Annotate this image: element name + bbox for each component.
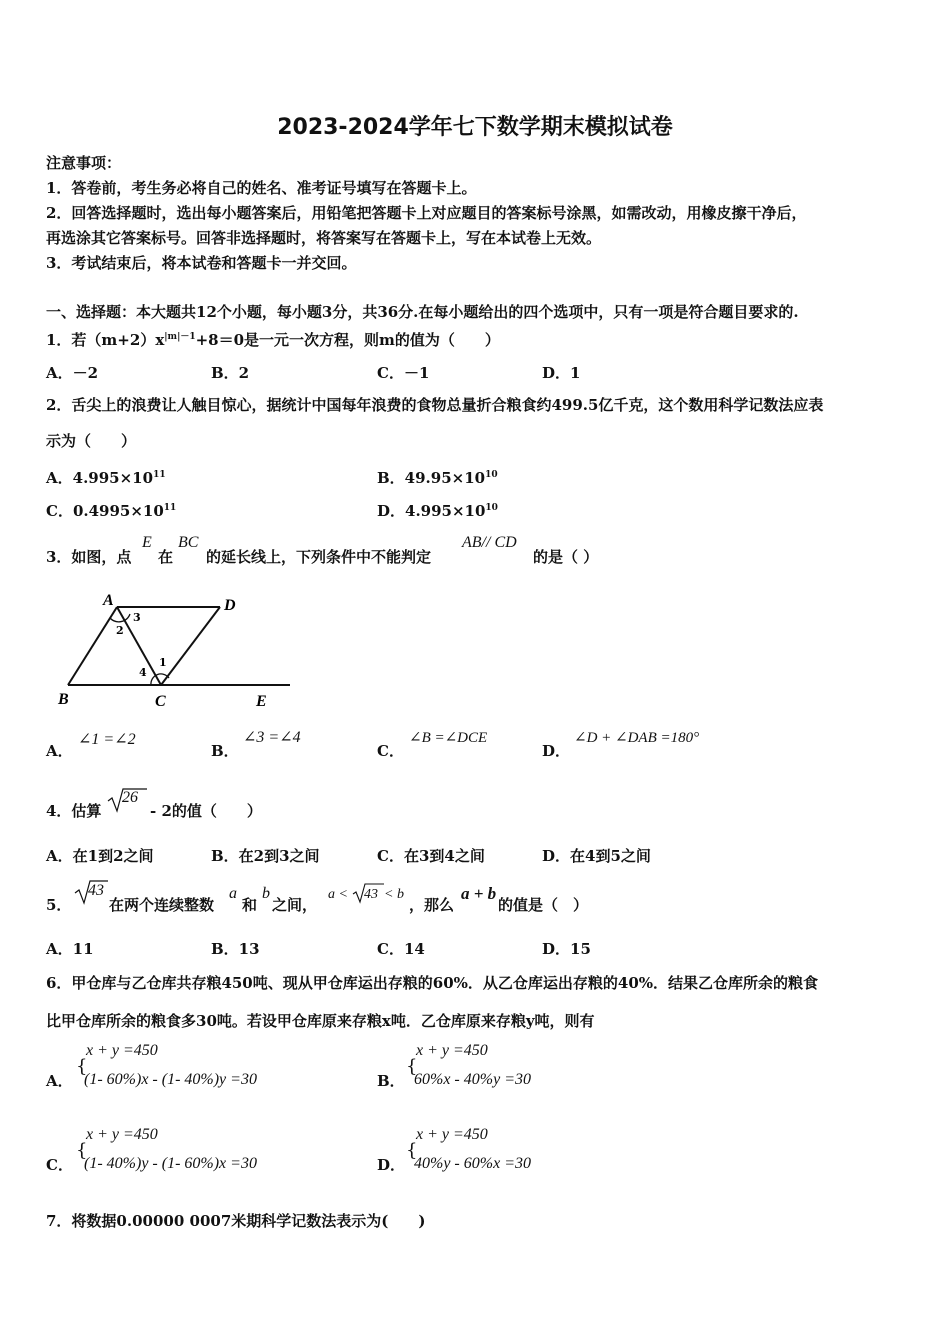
- q5-var-a: a: [229, 885, 237, 902]
- q1-post: +8＝0是一元一次方程，则m的值为（ ）: [195, 331, 500, 349]
- q5-ineq-radicand: 43: [364, 887, 378, 902]
- q5-option-c[interactable]: C．14: [377, 940, 425, 958]
- q6-b-eq1: x + y =450: [416, 1042, 488, 1059]
- q5-number: 5．: [46, 896, 72, 914]
- q1-option-a[interactable]: A．－2: [46, 364, 99, 382]
- q6-line-1: 6．甲仓库与乙仓库共存粮450吨、现从甲仓库运出存粮的60%．从乙仓库运出存粮的40%．结果乙仓库所余的粮食: [46, 974, 819, 992]
- q5-text-2: 和: [242, 896, 258, 914]
- q2-a-exp: 11: [153, 470, 166, 480]
- section-heading: 一、选择题：本大题共12个小题，每小题3分，共36分.在每小题给出的四个选项中，只有一项是符合题目要求的.: [46, 303, 799, 321]
- q3-option-c-expr: ∠B =∠DCE: [409, 730, 488, 746]
- q6-b-eq2: 60%x - 40%y =30: [414, 1071, 531, 1088]
- q6-c-brace: {: [76, 1140, 88, 1161]
- q6-c-eq1: x + y =450: [86, 1126, 158, 1143]
- label-d: D: [224, 597, 236, 614]
- q5-option-d[interactable]: D．15: [542, 940, 591, 958]
- question-1: [46, 324, 500, 353]
- q3-option-d-expr: ∠D + ∠DAB =180°: [574, 730, 700, 746]
- q6-d-eq2: 40%y - 60%x =30: [414, 1155, 531, 1172]
- q2-line-2: 示为（ ）: [46, 432, 137, 450]
- line-dc: [161, 607, 220, 685]
- q6-option-a-label[interactable]: A．: [46, 1072, 73, 1090]
- q3-option-d-label[interactable]: D．: [542, 742, 571, 760]
- notice-heading: 注意事项：: [46, 154, 122, 172]
- q6-option-d-label[interactable]: D．: [377, 1156, 406, 1174]
- q2-option-b[interactable]: [377, 467, 498, 488]
- question-7: 7．将数据0.00000 0007米期科学记数法表示为( ): [46, 1212, 426, 1230]
- q5-text-3: 之间，: [272, 896, 318, 914]
- q6-d-eq1: x + y =450: [416, 1126, 488, 1143]
- q2-option-d[interactable]: [377, 500, 498, 521]
- q6-option-b-label[interactable]: B．: [377, 1072, 405, 1090]
- q5-var-b: b: [262, 885, 270, 902]
- q4-option-c[interactable]: C．在3到4之间: [377, 847, 485, 865]
- q6-a-eq2: (1- 60%)x - (1- 40%)y =30: [84, 1071, 257, 1088]
- q3-text-3: 的延长线上，下列条件中不能判定: [206, 548, 432, 566]
- q6-b-brace: {: [406, 1056, 418, 1077]
- q5-ineq-left: a <: [328, 887, 348, 902]
- label-e: E: [256, 693, 267, 710]
- q3-text-4: 的是（ ）: [533, 548, 599, 566]
- line-ab: [68, 607, 117, 685]
- q2-d-exp: 10: [485, 503, 498, 513]
- q4-radicand: 26: [122, 789, 138, 806]
- q5-text-4: ，那么: [409, 896, 455, 914]
- label-a: A: [103, 592, 114, 609]
- q3-text-1: 3．如图，点: [46, 548, 132, 566]
- q4-pre: 4．估算: [46, 802, 102, 820]
- q1-exponent: |m|－1: [164, 332, 196, 342]
- q6-a-brace: {: [76, 1056, 88, 1077]
- q3-option-a-label[interactable]: A．: [46, 742, 73, 760]
- q4-option-a[interactable]: A．在1到2之间: [46, 847, 154, 865]
- q3-option-c-label[interactable]: C．: [377, 742, 404, 760]
- notice-item-3: 3．考试结束后，将本试卷和答题卡一并交回。: [46, 254, 357, 272]
- q4-option-b[interactable]: B．在2到3之间: [211, 847, 320, 865]
- q2-b-exp: 10: [485, 470, 498, 480]
- q2-a-base: A．4.995×10: [46, 469, 154, 487]
- q2-d-base: D．4.995×10: [377, 502, 486, 520]
- q3-segment-bc: BC: [178, 534, 199, 551]
- q6-option-c-label[interactable]: C．: [46, 1156, 73, 1174]
- q3-option-b-label[interactable]: B．: [211, 742, 239, 760]
- q1-option-c[interactable]: C．－1: [377, 364, 430, 382]
- angle-label-1: 1: [159, 656, 167, 669]
- label-c: C: [155, 693, 166, 710]
- angle-label-3: 3: [133, 611, 141, 624]
- q2-b-base: B．49.95×10: [377, 469, 486, 487]
- q2-option-a[interactable]: [46, 467, 166, 488]
- q3-parallel: AB// CD: [462, 534, 517, 551]
- q2-line-1: 2．舌尖上的浪费让人触目惊心，据统计中国每年浪费的食物总量折合粮食约499.5亿千克，这个数用科学记数法应表: [46, 396, 824, 414]
- q1-option-d[interactable]: D．1: [542, 364, 581, 382]
- q2-c-base: C．0.4995×10: [46, 502, 164, 520]
- q6-d-brace: {: [406, 1140, 418, 1161]
- q2-c-exp: 11: [163, 503, 177, 513]
- q5-text-1: 在两个连续整数: [109, 896, 215, 914]
- angle-label-2: 2: [116, 624, 124, 637]
- q5-option-b[interactable]: B．13: [211, 940, 260, 958]
- q4-post: - 2的值（ ）: [150, 802, 262, 820]
- notice-item-1: 1．答卷前，考生务必将自己的姓名、准考证号填写在答题卡上。: [46, 179, 477, 197]
- label-b: B: [58, 691, 69, 708]
- q4-option-d[interactable]: D．在4到5之间: [542, 847, 651, 865]
- q6-c-eq2: (1- 40%)y - (1- 60%)x =30: [84, 1155, 257, 1172]
- notice-item-2-cont: 再选涂其它答案标号。回答非选择题时，将答案写在答题卡上，写在本试卷上无效。: [46, 229, 602, 247]
- q3-point-e: E: [142, 534, 152, 551]
- q2-option-c[interactable]: [46, 500, 176, 521]
- q5-ineq-right: < b: [384, 887, 404, 902]
- q3-option-a-expr: ∠1 =∠2: [78, 731, 136, 748]
- q3-figure: [50, 590, 300, 710]
- q1-pre: 1．若（m+2）x: [46, 331, 165, 349]
- q6-a-eq1: x + y =450: [86, 1042, 158, 1059]
- q5-radicand: 43: [88, 882, 104, 899]
- angle-label-4: 4: [139, 666, 147, 679]
- q5-text-5: 的值是（ ）: [498, 896, 589, 914]
- q3-text-2: 在: [158, 548, 174, 566]
- q3-option-b-expr: ∠3 =∠4: [243, 729, 301, 746]
- q5-sum: a + b: [461, 884, 497, 903]
- q6-line-2: 比甲仓库所余的粮食多30吨。若设甲仓库原来存粮x吨．乙仓库原来存粮y吨，则有: [46, 1012, 595, 1030]
- q1-option-b[interactable]: B．2: [211, 364, 250, 382]
- q5-option-a[interactable]: A．11: [46, 940, 94, 958]
- page-title: 2023-2024学年七下数学期末模拟试卷: [277, 115, 673, 140]
- notice-item-2: 2．回答选择题时，选出每小题答案后，用铅笔把答题卡上对应题目的答案标号涂黑，如需改动，用橡皮擦干净后，: [46, 204, 807, 222]
